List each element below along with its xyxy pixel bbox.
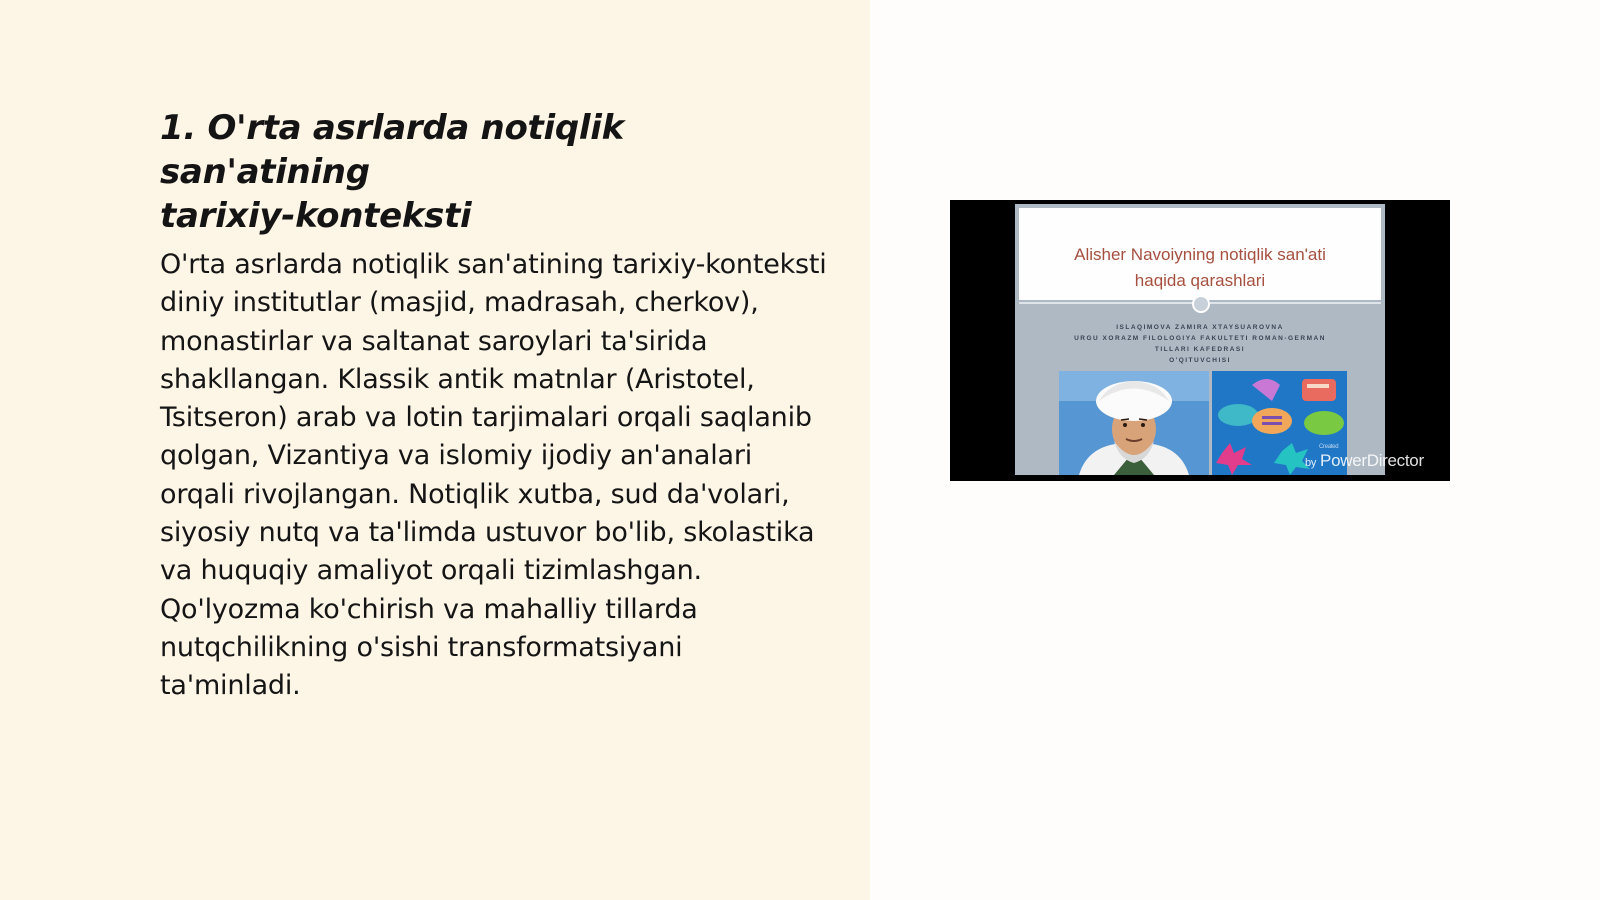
video-slide-title-line-2: haqida qarashlari <box>1134 271 1266 290</box>
slide-body-text: O'rta asrlarda notiqlik san'atining tarixiy-konteksti diniy institutlar (masjid, madrasah, cherkov), monastirlar va saltanat saroylari ta'sirida shakllangan. Klassik antik matnlar (Aristotel, Tsitseron) arab va lotin tarjimalari orqali saqlanib qolgan, Vizantiya va islomiy ijodiy an'analari orqali rivojlangan. Notiqlik xutba, sud da'volari, siyosiy nutq va ta'limda ustuvor bo'lib, skolastika va huquqiy amaliyot orqali tizimlashgan. Qo'lyozma ko'chirish va mahalliy tillarda nutqchilikning o'sishi transformatsiyani ta'minladi. <box>160 249 827 702</box>
watermark-created-label: Created <box>1319 444 1339 450</box>
video-slide-author-line: TILLARI KAFEDRASI <box>1154 346 1246 353</box>
video-slide-header <box>1019 208 1381 300</box>
video-slide-title-line-1: Alisher Navoiyning notiqlik san'ati <box>1074 245 1326 264</box>
slide-title <box>160 106 840 238</box>
watermark-by-label: by <box>1305 457 1317 469</box>
watermark-brand: PowerDirector <box>1320 451 1424 470</box>
slide-title-line-2: tarixiy-konteksti <box>160 196 472 236</box>
video-slide-circle-ornament <box>1192 295 1210 313</box>
video-slide-title <box>1019 242 1381 294</box>
powerdirector-watermark <box>1305 444 1424 471</box>
video-frame-slide <box>1015 204 1424 475</box>
portrait-illustration <box>1059 371 1209 475</box>
slide-title-line-1: 1. O'rta asrlarda notiqlik san'atining <box>160 108 624 192</box>
video-slide-author-block <box>1045 322 1355 366</box>
embedded-video[interactable] <box>950 200 1450 481</box>
video-slide-author-line: O'QITUVCHISI <box>1169 357 1231 364</box>
video-slide-author-line: ISLAQIMOVA ZAMIRA XTAYSUAROVNA <box>1116 324 1284 331</box>
navoi-portrait-image <box>1059 371 1209 475</box>
video-slide-author-line: URGU XORAZM FILOLOGIYA FAKULTETI ROMAN-GERMAN <box>1074 335 1326 342</box>
